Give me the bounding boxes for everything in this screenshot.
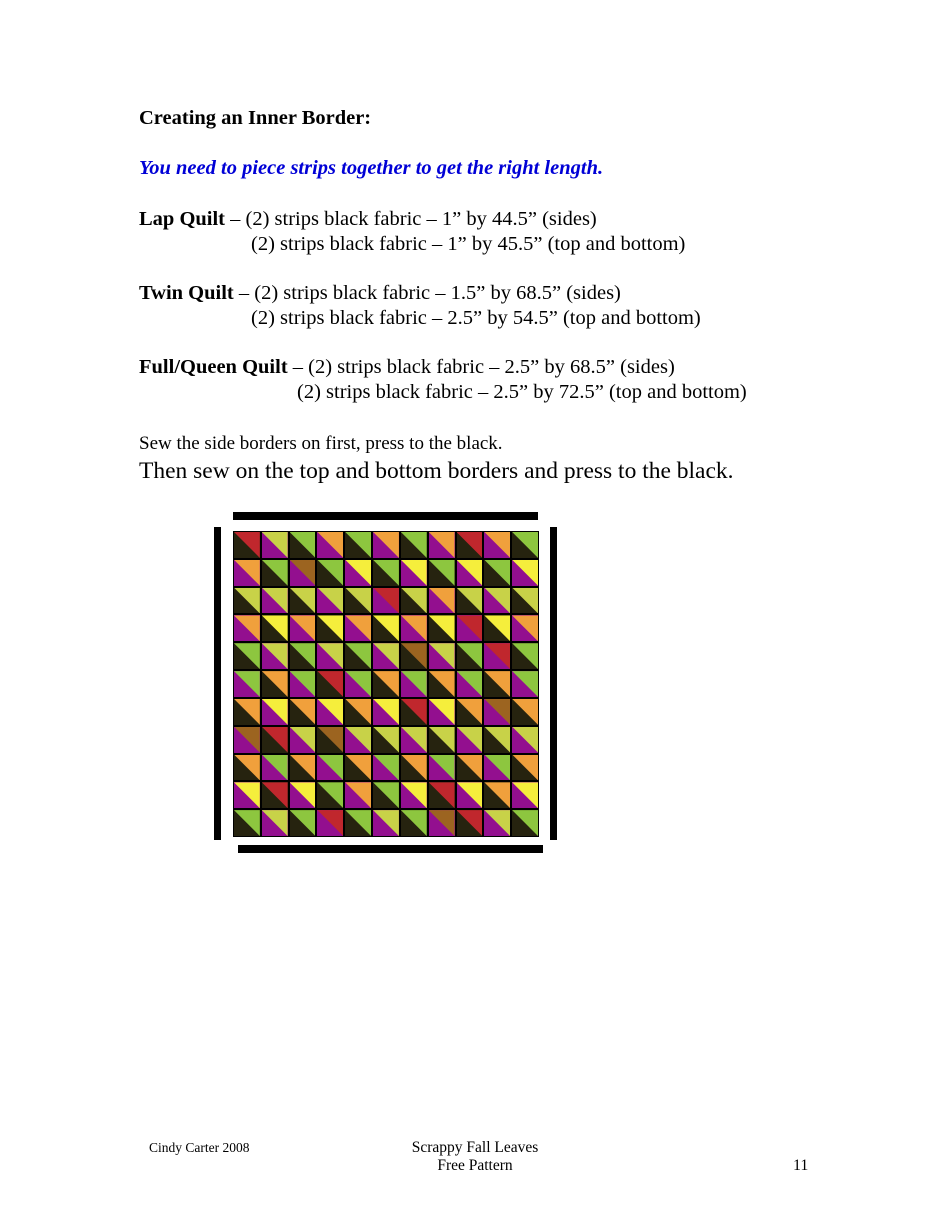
- quilt-block: [428, 587, 456, 615]
- notice-text: You need to piece strips together to get the right length.: [139, 156, 604, 179]
- quilt-block: [372, 670, 400, 698]
- quilt-block: [261, 726, 289, 754]
- quilt-block: [261, 531, 289, 559]
- quilt-block: [372, 531, 400, 559]
- quilt-block: [511, 754, 539, 782]
- spacer: [139, 178, 839, 207]
- quilt-block: [511, 614, 539, 642]
- quilt-block: [372, 698, 400, 726]
- quilt-block: [456, 809, 484, 837]
- quilt-block: [233, 531, 261, 559]
- spec-dash-lap: –: [225, 208, 246, 230]
- quilt-block: [456, 726, 484, 754]
- quilt-block: [233, 781, 261, 809]
- quilt-block: [261, 559, 289, 587]
- quilt-block: [344, 726, 372, 754]
- quilt-block: [344, 614, 372, 642]
- page-footer: [0, 1134, 950, 1194]
- border-strip-top: [233, 512, 538, 520]
- quilt-block: [344, 781, 372, 809]
- quilt-block: [483, 642, 511, 670]
- quilt-block: [483, 587, 511, 615]
- quilt-block: [233, 726, 261, 754]
- quilt-block: [483, 781, 511, 809]
- quilt-block: [428, 670, 456, 698]
- quilt-block: [316, 614, 344, 642]
- quilt-block: [400, 754, 428, 782]
- quilt-block: [316, 670, 344, 698]
- quilt-block: [400, 698, 428, 726]
- quilt-block: [289, 754, 317, 782]
- quilt-block: [289, 698, 317, 726]
- quilt-block: [344, 559, 372, 587]
- quilt-block: [456, 559, 484, 587]
- quilt-block: [344, 698, 372, 726]
- page-title: Creating an Inner Border:: [139, 107, 372, 129]
- quilt-block: [261, 809, 289, 837]
- quilt-block: [316, 726, 344, 754]
- quilt-block: [316, 809, 344, 837]
- quilt-block: [428, 698, 456, 726]
- quilt-block: [289, 642, 317, 670]
- instruction-line-2: Then sew on the top and bottom borders and press to the black.: [139, 458, 734, 484]
- quilt-block: [344, 670, 372, 698]
- quilt-block: [511, 726, 539, 754]
- quilt-block: [428, 726, 456, 754]
- spacer: [139, 129, 839, 158]
- quilt-block: [511, 587, 539, 615]
- quilt-block: [456, 642, 484, 670]
- quilt-block: [261, 781, 289, 809]
- spec-label-full-queen: Full/Queen Quilt: [139, 356, 288, 378]
- quilt-block: [261, 670, 289, 698]
- quilt-diagram: [205, 505, 565, 865]
- quilt-block: [456, 698, 484, 726]
- quilt-block: [261, 754, 289, 782]
- quilt-block: [428, 531, 456, 559]
- quilt-block: [233, 642, 261, 670]
- quilt-block: [456, 670, 484, 698]
- quilt-block: [400, 559, 428, 587]
- spec-label-lap: Lap Quilt: [139, 208, 226, 230]
- spacer: [139, 331, 839, 355]
- border-strip-left: [214, 527, 221, 840]
- footer-title: Scrappy Fall Leaves: [411, 1139, 539, 1156]
- text-content: [139, 108, 839, 484]
- quilt-block: [483, 726, 511, 754]
- spec-line2-twin: (2) strips black fabric – 2.5” by 54.5” (top and bottom): [251, 307, 701, 329]
- quilt-block: [483, 614, 511, 642]
- quilt-block: [428, 559, 456, 587]
- quilt-block: [483, 670, 511, 698]
- quilt-block: [372, 726, 400, 754]
- quilt-block: [456, 754, 484, 782]
- quilt-block: [483, 559, 511, 587]
- quilt-block: [483, 531, 511, 559]
- quilt-block: [289, 587, 317, 615]
- quilt-block: [428, 614, 456, 642]
- quilt-block: [261, 698, 289, 726]
- quilt-block: [456, 587, 484, 615]
- quilt-block: [511, 781, 539, 809]
- spec-line1-twin: (2) strips black fabric – 1.5” by 68.5” (sides): [254, 282, 621, 304]
- quilt-block: [483, 698, 511, 726]
- quilt-block: [400, 642, 428, 670]
- quilt-block-grid: [233, 531, 539, 837]
- spec-line2-lap: (2) strips black fabric – 1” by 45.5” (top and bottom): [251, 233, 686, 255]
- quilt-block: [456, 781, 484, 809]
- quilt-block: [372, 781, 400, 809]
- quilt-block: [400, 809, 428, 837]
- border-strip-right: [550, 527, 557, 840]
- quilt-block: [316, 698, 344, 726]
- quilt-block: [372, 614, 400, 642]
- border-strip-bottom: [238, 845, 543, 853]
- spec-full-queen-quilt: [139, 355, 839, 405]
- quilt-block: [261, 642, 289, 670]
- spec-dash-twin: –: [233, 282, 255, 304]
- quilt-block: [316, 754, 344, 782]
- spec-label-twin: Twin Quilt: [139, 282, 234, 304]
- quilt-block: [233, 809, 261, 837]
- quilt-block: [428, 781, 456, 809]
- quilt-block: [233, 754, 261, 782]
- quilt-block: [372, 642, 400, 670]
- spec-lap-quilt: [139, 207, 839, 257]
- quilt-block: [400, 781, 428, 809]
- quilt-block: [289, 726, 317, 754]
- quilt-block: [511, 809, 539, 837]
- spec-line1-full-queen: (2) strips black fabric – 2.5” by 68.5” (sides): [308, 356, 675, 378]
- quilt-block: [261, 587, 289, 615]
- quilt-block: [233, 587, 261, 615]
- quilt-block: [289, 559, 317, 587]
- quilt-block: [344, 642, 372, 670]
- quilt-block: [511, 670, 539, 698]
- quilt-block: [233, 670, 261, 698]
- quilt-block: [483, 809, 511, 837]
- quilt-block: [344, 587, 372, 615]
- quilt-block: [428, 809, 456, 837]
- quilt-block: [372, 809, 400, 837]
- spacer: [139, 405, 839, 434]
- quilt-block: [511, 642, 539, 670]
- quilt-block: [261, 614, 289, 642]
- quilt-block: [400, 670, 428, 698]
- quilt-block: [344, 531, 372, 559]
- spec-line2-full-queen: (2) strips black fabric – 2.5” by 72.5” (top and bottom): [297, 381, 747, 403]
- quilt-block: [233, 614, 261, 642]
- quilt-block: [400, 726, 428, 754]
- quilt-block: [400, 531, 428, 559]
- spec-dash-full-queen: –: [287, 356, 309, 378]
- footer-subtitle: Free Pattern: [437, 1157, 513, 1174]
- spacer: [139, 257, 839, 281]
- quilt-block: [233, 559, 261, 587]
- quilt-block: [400, 614, 428, 642]
- spec-twin-quilt: [139, 281, 839, 331]
- quilt-block: [289, 781, 317, 809]
- quilt-block: [456, 531, 484, 559]
- quilt-block: [233, 698, 261, 726]
- quilt-block: [511, 531, 539, 559]
- quilt-block: [428, 642, 456, 670]
- quilt-block: [344, 754, 372, 782]
- quilt-block: [316, 587, 344, 615]
- quilt-block: [372, 754, 400, 782]
- quilt-block: [372, 559, 400, 587]
- quilt-block: [316, 531, 344, 559]
- quilt-block: [400, 587, 428, 615]
- quilt-block: [344, 809, 372, 837]
- quilt-block: [511, 559, 539, 587]
- quilt-block: [316, 781, 344, 809]
- quilt-block: [289, 531, 317, 559]
- quilt-block: [289, 809, 317, 837]
- quilt-block: [483, 754, 511, 782]
- quilt-block: [456, 614, 484, 642]
- quilt-block: [316, 559, 344, 587]
- footer-page-number: 11: [793, 1157, 809, 1174]
- quilt-block: [289, 670, 317, 698]
- instruction-line-1: Sew the side borders on first, press to the black.: [139, 433, 503, 454]
- quilt-block: [289, 614, 317, 642]
- quilt-block: [511, 698, 539, 726]
- spec-line1-lap: (2) strips black fabric – 1” by 44.5” (sides): [245, 208, 597, 230]
- quilt-block: [428, 754, 456, 782]
- quilt-block: [372, 587, 400, 615]
- quilt-block: [316, 642, 344, 670]
- footer-author: Cindy Carter 2008: [149, 1140, 250, 1155]
